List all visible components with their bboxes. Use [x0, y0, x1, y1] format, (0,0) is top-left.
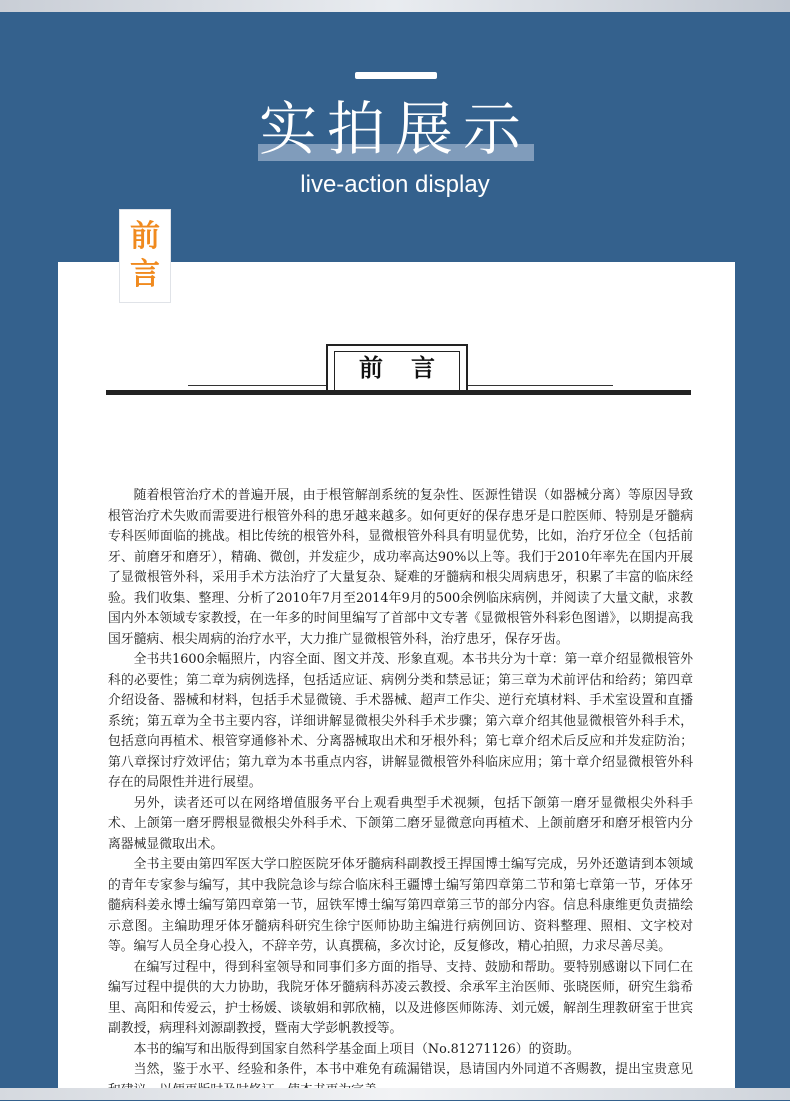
- section-tag-char-2: 言: [130, 257, 160, 292]
- paragraph: 全书主要由第四军医大学口腔医院牙体牙髓病科副教授王捍国博士编写完成，另外还邀请到本领域的青年专家参与编写，其中我院急诊与综合临床科王疆博士编写第四章第二节和第七章第一节，牙体牙髓病科姜永博士编写第四章第一节，屈铁军博士编写第四章第三节的部分内容。信息科康维更负责描绘示意图。主编助理牙体牙髓病科研究生徐宁医师协助主编进行病例回访、资料整理、照相、文字校对等。编写人员全身心投入，不辞辛劳，认真撰稿，多次讨论，反复修改，精心拍照，力求尽善尽美。: [108, 857, 693, 954]
- heading-rule-left: [188, 385, 328, 386]
- document-body: [108, 486, 693, 1101]
- section-tag-char-1: 前: [130, 219, 160, 254]
- page-subtitle: live-action display: [300, 171, 490, 198]
- paragraph: 随着根管治疗术的普遍开展，由于根管解剖系统的复杂性、医源性错误（如器械分离）等原因导致根管治疗术失败而需要进行根管外科的患牙越来越多。如何更好的保存患牙是口腔医师、特别是牙髓病专科医师面临的挑战。相比传统的根管外科，显微根管外科具有明显优势，比如，治疗牙位全（包括前牙、前磨牙和磨牙），精确、微创，并发症少，成功率高达90%以上等。我们于2010年率先在国内开展了显微根管外科，采用手术方法治疗了大量复杂、疑难的牙髓病和根尖周病患牙，积累了丰富的临床经验。我们收集、整理、分析了2010年7月至2014年9月的500余例临床病例，并阅读了大量文献，求教国内外本领域专家教授，在一年多的时间里编写了首部中文专著《显微根管外科彩色图谱》，以期提高我国牙髓病、根尖周病的治疗水平，大力推广显微根管外科，治疗患牙，保存牙齿。: [108, 488, 693, 647]
- document-heading: 前言: [359, 353, 463, 382]
- document-page: [58, 262, 735, 1100]
- heading-rule-right: [463, 385, 613, 386]
- header-accent-bar: [355, 72, 437, 79]
- paragraph: 当然，鉴于水平、经验和条件，本书中难免有疏漏错误，恳请国内外同道不吝赐教，提出宝贵意见: [133, 1062, 693, 1077]
- paragraph: 全书共1600余幅照片，内容全面、图文并茂、形象直观。本书共分为十章：第一章介绍显微根管外科的必要性；第二章为病例选择，包括适应证、病例分类和禁忌证；第三章为术前评估和给药；第四章介绍设备、器械和材料，包括手术显微镜、手术器械、超声工作尖、逆行充填材料、手术室设置和直播系统；第五章为全书主要内容，详细讲解显微根尖外科手术步骤；第六章介绍其他显微根管外科手术，包括意向再植术、根管穿通修补术、分离器械取出术和牙根外科；第七章介绍术后反应和并发症防治；第八章探讨疗效评估；第九章为本书重点内容，讲解显微根管外科临床应用；第十章介绍显微根管外科存在的局限性并进行展望。: [108, 652, 693, 790]
- page-title: 实拍展示: [258, 95, 531, 163]
- paragraph: 另外，读者还可以在网络增值服务平台上观看典型手术视频，包括下颌第一磨牙显微根尖外科手术、上颌第一磨牙腭根显微根尖外科手术、下颌第二磨牙显微意向再植术、上颌前磨牙和磨牙根管内分离器械显微取出术。: [108, 795, 693, 852]
- top-border-strip: [0, 0, 790, 12]
- paragraph: 本书的编写和出版得到国家自然科学基金面上项目（No.81271126）的资助。: [133, 1041, 580, 1057]
- section-tag: [120, 210, 170, 302]
- paragraph: 在编写过程中，得到科室领导和同事们多方面的指导、支持、鼓励和帮助。要特别感谢以下同仁在编写过程中提供的大力协助，我院牙体牙髓病科苏凌云教授、余承军主治医师、张晓医师，研究生翁希里、高阳和传爱云，护士杨媛、谈敏娟和郭欣楠，以及进修医师陈涛、刘元媛，解剖生理教研室于世宾副教授，病理科刘源副教授，暨南大学彭帆教授等。: [108, 959, 693, 1036]
- page-header: [0, 12, 790, 262]
- heading-rule-thick: [106, 390, 691, 395]
- bottom-border-strip: [0, 1088, 790, 1100]
